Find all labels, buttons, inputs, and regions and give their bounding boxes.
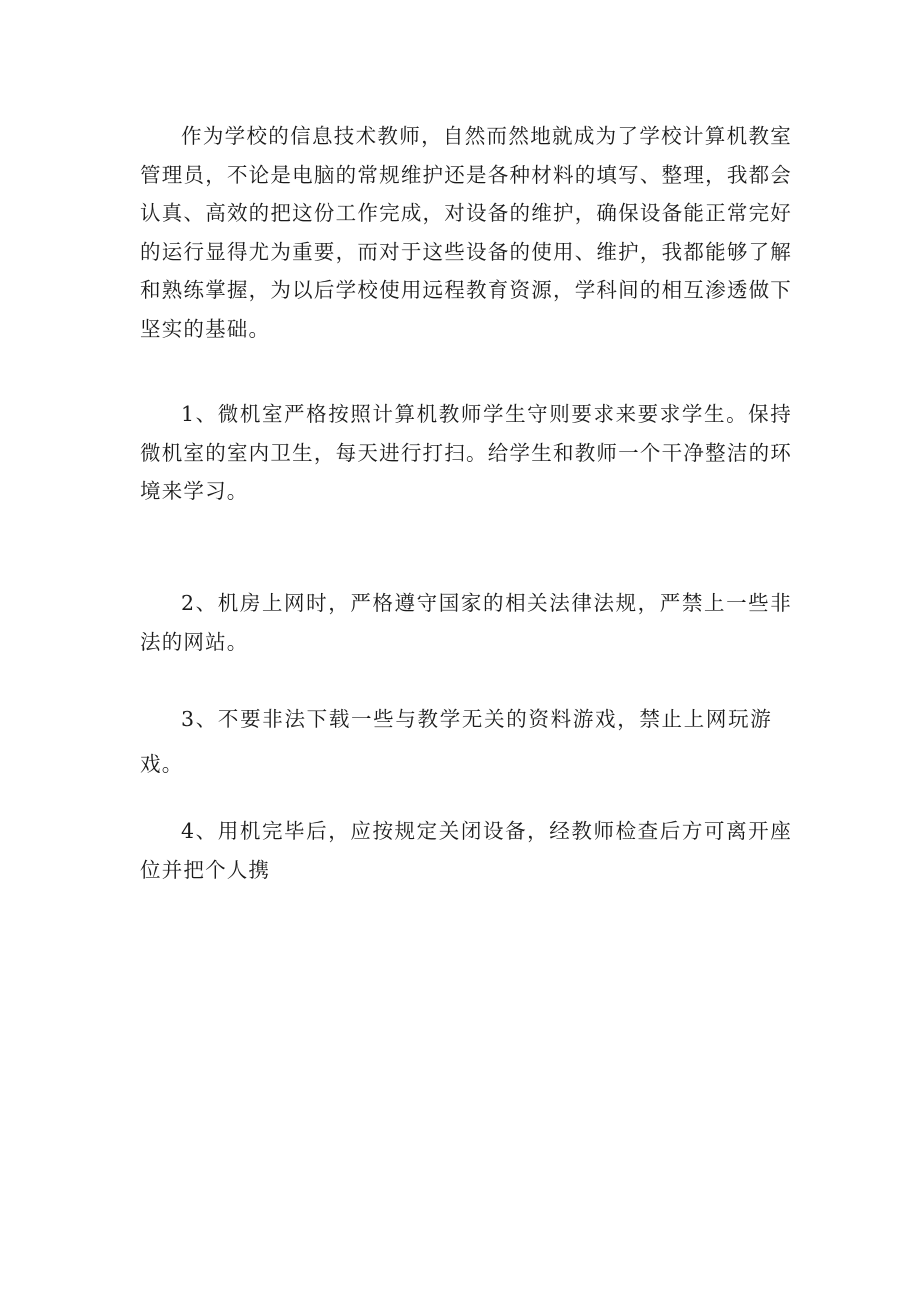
- rule-paragraph-1: 1、微机室严格按照计算机教师学生守则要求来要求学生。保持微机室的室内卫生，每天进行打扫。给学生和教师一个干净整洁的环境来学习。: [140, 402, 792, 503]
- rule-paragraph-4: 4、用机完毕后，应按规定关闭设备，经教师检查后方可离开座位并把个人携: [140, 819, 792, 882]
- rule-paragraph-3: 3、不要非法下载一些与教学无关的资料游戏，禁止上网玩游戏。: [140, 707, 772, 776]
- intro-paragraph: 作为学校的信息技术教师，自然而然地就成为了学校计算机教室管理员，不论是电脑的常规维护还是各种材料的填写、整理，我都会认真、高效的把这份工作完成，对设备的维护，确保设备能正常完好的运行显得尤为重要，而对于这些设备的使用、维护，我都能够了解和熟练掌握，为以后学校使用远程教育资源，学科间的相互渗透做下坚实的基础。: [140, 124, 792, 341]
- rule-paragraph-2: 2、机房上网时，严格遵守国家的相关法律法规，严禁上一些非法的网站。: [140, 591, 792, 654]
